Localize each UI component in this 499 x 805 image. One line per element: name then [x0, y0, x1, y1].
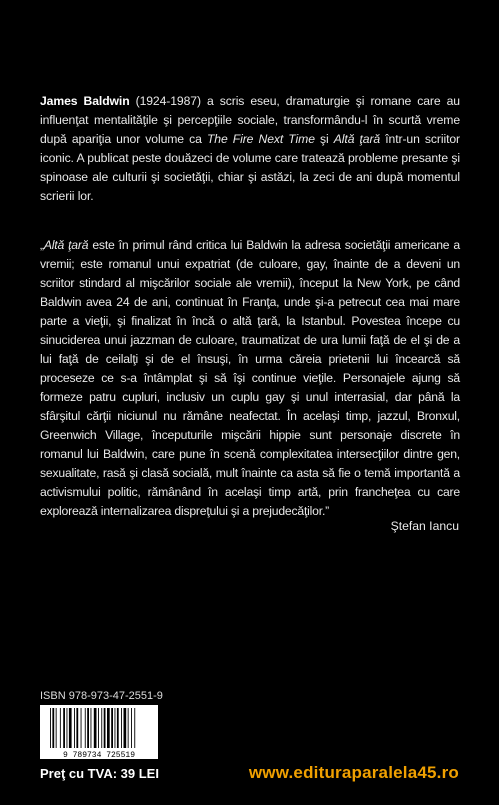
barcode-bar [69, 708, 72, 748]
barcode-bar [111, 708, 113, 748]
author-name: James Baldwin [40, 94, 130, 108]
barcode-bar [115, 708, 116, 748]
barcode-bar [81, 708, 82, 748]
barcode-bar [76, 708, 78, 748]
barcode-bar [117, 708, 119, 748]
barcode-bar [131, 708, 132, 748]
book-title-fire-next-time: The Fire Next Time [206, 132, 315, 146]
barcode-bar [91, 708, 92, 748]
barcode-bar [52, 708, 54, 748]
barcode-bar [101, 708, 102, 748]
barcode-bar [56, 708, 57, 748]
book-title-alta-tara: Altă ţară [333, 132, 381, 146]
barcode-bar [50, 708, 51, 748]
barcode-bar [98, 708, 99, 748]
bio-text-1: (1924-1987) a scris eseu, dramaturgie şi romane care au influenţat mentalităţile şi percepţiile sociale, transformându-l în scurtă vreme după apariţia unor volume ca [40, 94, 460, 146]
barcode-bar [60, 708, 61, 748]
barcode [40, 705, 158, 759]
barcode-bar [104, 708, 106, 748]
quote-signature: Ştefan Iancu [390, 519, 459, 533]
barcode-bar [128, 708, 129, 748]
quote-open-mark: „ [40, 238, 44, 252]
quote-text: este în primul rând critica lui Baldwin la adresa societăţii americane a vremii; este romanul unui expatriat (de culoare, gay, înainte de a deveni un scriitor stindard al mişcărilor sociale ale vremii), început la New York, pe când Baldwin avea 24 de ani, continuat în Franţa, unde şi-a petrecut cea mai mare parte a vieţii, şi finalizat în încă o altă ţară, la Istanbul. Povestea începe cu sinuciderea unui jazzman de culoare, traumatizat de ura lumii faţă de el şi de a lui faţă de ceilalţi şi de el însuşi, în urma căreia prietenii lui încearcă să proceseze ce s-a întâmplat şi să îşi continue vieţile. Personajele ajung să formeze patru cupluri, inclusiv un cuplu gay şi unul interrasial, dar până la sfârşitul cărţii niciunul nu rămâne neafectat. În acelaşi timp, jazzul, Bronxul, Greenwich Village, începuturile mişcării hippie sunt personaje discrete în romanul lui Baldwin, care pune în scenă complexitatea intersecţiilor dintre gen, sexualitate, rasă şi clasă socială, mult înainte ca asta să fie o temă importantă a activismului politic, rămânând în acelaşi timp artă, prin francheţea cu care explorează internalizarea dispreţului şi a prejudecăţilor.” [40, 238, 460, 518]
bio-text-3: într-un scriitor iconic. A publicat peste douăzeci de volume care tratează probleme presante şi spinoase ale culturii şi societăţii, chiar şi astăzi, la zeci de ani după momentul scrierii lor. [40, 132, 460, 203]
price-label: Preţ cu TVA: 39 LEI [40, 766, 159, 781]
barcode-bar [67, 708, 68, 748]
bio-text-2: şi [314, 132, 334, 146]
barcode-bar [134, 708, 135, 748]
barcode-image [40, 705, 158, 759]
barcode-bar [94, 708, 97, 748]
barcode-bar [74, 708, 75, 748]
barcode-number: 9 789734 725519 [62, 751, 136, 759]
quote-book-title: Altă ţară [43, 238, 89, 252]
author-bio [40, 92, 460, 206]
publisher-website[interactable]: www.edituraparalela45.ro [248, 763, 459, 782]
barcode-bar [124, 708, 127, 748]
barcode-bar [85, 708, 86, 748]
isbn-label: ISBN 978-973-47-2551-9 [40, 690, 163, 702]
barcode-bar [63, 708, 65, 748]
barcode-bar [87, 708, 89, 748]
review-quote [40, 236, 460, 521]
barcode-bar [107, 708, 110, 748]
barcode-bar [121, 708, 122, 748]
